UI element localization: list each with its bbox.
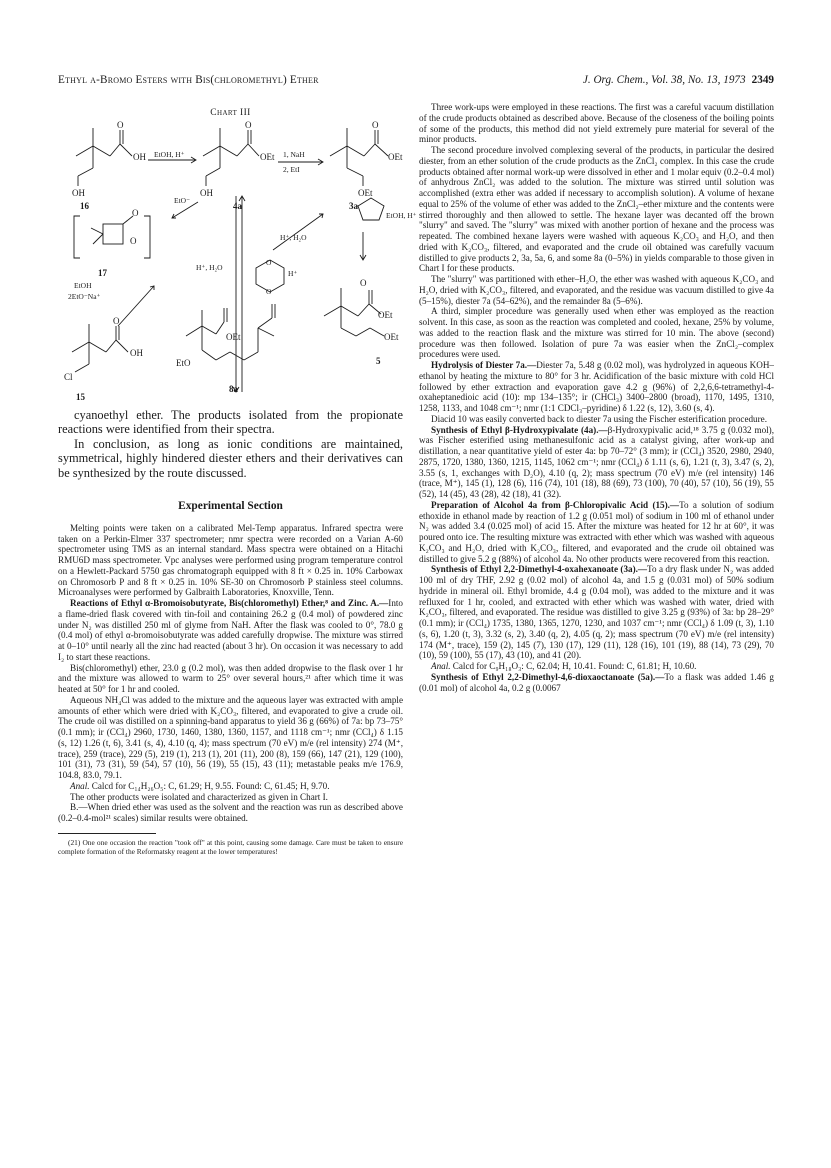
right-column: [419, 102, 774, 693]
paragraph-heading: Synthesis of Ethyl β-Hydroxypivalate (4a).—: [431, 424, 608, 435]
footnote-divider: [58, 833, 156, 834]
compound-4a-structure: [203, 128, 259, 186]
reagent-r2b: 2, EtI: [283, 165, 300, 174]
paragraph: cyanoethyl ether. The products isolated from the propionate reactions were identified from their spectra.: [58, 408, 403, 437]
label-8a: 8a: [229, 384, 238, 394]
scheme-title: Chart III: [210, 108, 251, 118]
paragraph-heading: Preparation of Alcohol 4a from β-Chloropivalic Acid (15).—: [431, 499, 680, 510]
label-16: 16: [80, 201, 89, 211]
reagent-r5: H⁺, H₂O: [280, 233, 307, 242]
label-17: 17: [98, 268, 107, 278]
label-dioxane-o2: O: [266, 287, 272, 296]
label-oet3: OEt: [358, 188, 373, 198]
paragraph: [419, 500, 774, 565]
paragraph: The "slurry" was partitioned with ether–H₂O, the ether was washed with aqueous K₂CO₃ and H₂O, dried with K₂CO₃, filtered, and evaporated, and the residue was vacuum distilled to give 4a (5–15%), diester 7a (54–62%), and the remainder 8a (5–6%).: [419, 274, 774, 306]
paragraph: The second procedure involved complexing several of the products, in particular the desired diester, from an ether solution of the crude products as the ZnCl₂ complex. In this case the crude products obtained after normal work-up were dissolved in ether and 1 molar equiv (0.2–0.4 mol) of anhydrous ZnCl₂ was added to the solution. The mixture was stirred until solution was accomplished (extra ether was added if necessary to accomplish solution). A volume of hexane equal to 25% of the volume of ether was added to the ZnCl₂–ether mixture and the contents were stirred thoroughly and then allowed to settle. The hexane layer was decanted off the brown "slurry" and saved. The "slurry" was mixed with another portion of hexane and the process was repeated. The combined hexane layers were washed with aqueous K₂CO₃ and H₂O, and then dried with K₂CO₃, filtered, and evaporated and the crude oil obtained was carefully vacuum distilled to give products 2, 3a, 5a, 6, and some 8a (0–5%) in yields comparable to those given in Chart I for these products.: [419, 145, 774, 274]
paragraph-heading: Reactions of Ethyl α-Bromoisobutyrate, Bis(chloromethyl) Ether,⁸ and Zinc. A.—: [70, 598, 389, 609]
label-oet4: OEt: [378, 310, 393, 320]
paragraph: Bis(chloromethyl) ether, 23.0 g (0.2 mol), was then added dropwise to the flask over 1 hr and the mixture was allowed to warm to 25° over several hours,²¹ after which time it was heated at 50° for 1 hr and cooled.: [58, 662, 403, 695]
conclusion-text: [58, 408, 403, 480]
anal-label: Anal.: [70, 780, 90, 791]
label-oh4: OH: [130, 348, 143, 358]
footnote-text: (21) One one occasion the reaction "took off" at this point, causing some damage. Care must be taken to ensure complete formation of the Reformatsky reagent at the lower temperatures!: [58, 837, 403, 856]
paragraph: [58, 598, 403, 663]
compound-17-bracket: [74, 216, 150, 258]
paragraph: Melting points were taken on a calibrated Mel-Temp apparatus. Infrared spectra were taken on a Perkin-Elmer 337 spectrometer; nmr spectra were recorded on a Varian A-60 spectrometer using TMS as an internal standard. Mass spectra were obtained on a Hitachi RMU6D mass spectrometer. Vpc analyses were performed using program temperature control on a Hewlett-Packard 5750 gas chromatograph equipped with 8 ft × 0.25 in. 10% Carbowax on Chromosorb P and 8 ft × 0.25 in. 10% SE-30 on Chromosorb P stainless steel columns. Microanalyses were performed by Galbraith Laboratories, Knoxville, Tenn.: [58, 522, 403, 598]
paragraph: B.—When dried ether was used as the solvent and the reaction was run as described above (0.2–0.4-mol²¹ scales) similar results were obtained.: [58, 802, 403, 824]
left-column: [58, 102, 417, 856]
paragraph-body: β-Hydroxypivalic acid,¹⁸ 3.75 g (0.032 mol), was Fischer esterified using methanesulfonic acid as a catalyst giving, after work-up and distillation, a near quantitative yield of ester 4a: bp 70–72° (3 mm); ir (CCl₄) 3520, 2980, 2940, 2875, 1720, 1380, 1360, 1215, 1145, 1062 cm⁻¹; nmr (CCl₄) δ 1.11 (s, 6), 1.21 (t, 3), 3.47 (s, 2), 3.55 (s, 1, exchanges with D₂O), 4.10 (q, 2); mass spectrum (70 eV) m/e (rel intensity) 146 (trace, M⁺), 145 (1), 128 (6), 116 (74), 101 (18), 88 (69), 73 (100), 70 (40), 57 (10), 56 (19), 55 (52), 14 (45), 43 (28), 42 (18), 41 (32).: [419, 424, 774, 499]
paragraph-heading: Synthesis of Ethyl 2,2-Dimethyl-4-oxahexanoate (3a).—: [431, 564, 648, 575]
label-oh2: OH: [72, 188, 85, 198]
journal-citation: [583, 74, 774, 86]
label-o1: O: [117, 120, 124, 130]
label-o4: O: [132, 208, 139, 218]
paragraph: [419, 425, 774, 500]
reagent-r7: H⁺: [288, 269, 298, 278]
paragraph-body: Diester 7a, 5.48 g (0.02 mol), was hydrolyzed in aqueous KOH–ethanol by heating the mixture to 80° for 3 hr. Acidification of the basic mixture with cold HCl followed by ether extraction and evaporation gave 4.2 g (96%) of 2,2,6,6-tetramethyl-4-oxaheptanedioic acid (10): mp 134–135°; ir (CHCl₃) 3400–2800 (broad), 1170, 1495, 1310, 1258, 1133, and 1048 cm⁻¹; nmr (1:1 CDCl₃–pyridine) δ 1.22 (s, 12), 3.60 (s, 4).: [419, 360, 774, 413]
paragraph: [419, 360, 774, 414]
compound-3a-structure: [330, 128, 388, 186]
label-oet6: OEt: [226, 332, 241, 342]
arrow-from-15: [118, 286, 154, 326]
paragraph: Diacid 10 was easily converted back to diester 7a using the Fischer esterification procedure.: [431, 413, 767, 424]
journal-name: J. Org. Chem., Vol. 38, No. 13, 1973: [582, 74, 746, 86]
label-15: 15: [76, 392, 85, 402]
label-oet2: OEt: [388, 152, 403, 162]
anal-values: Calcd for C₁₄H₂₆O₅: C, 61.29; H, 9.55. Found: C, 61.45; H, 9.70.: [89, 780, 330, 791]
reagent-r2a: 1, NaH: [283, 150, 305, 159]
paragraph: [419, 564, 774, 661]
reagent-r3: EtO⁻: [174, 196, 191, 205]
reagent-r8b: 2EtO⁻Na⁺: [68, 292, 101, 301]
compound-5-structure: [324, 288, 384, 336]
label-5: 5: [376, 356, 381, 366]
label-o5: O: [130, 236, 137, 246]
arrow-h-h2o: [273, 214, 323, 250]
reagent-r6: H⁺, H₂O: [196, 263, 223, 272]
label-oet5: OEt: [384, 332, 399, 342]
reaction-scheme: [58, 102, 417, 402]
paragraph: [58, 781, 403, 792]
paragraph-body: Into a flame-dried flask covered with tin-foil and containing 26.2 g (0.4 mol) of powdered zinc under N₂ was distilled 250 ml of glyme from NaH. After the flask was cooled to 0°, 78.0 g (0.4 mol) of ethyl α-bromoisobutyrate was added carefully dropwise. The mixture was stirred at 0–10° until nearly all the zinc had reacted (about 3 hr). On occasion it was necessary to add I₂ to start these reactions.: [58, 598, 403, 662]
page-number: 2349: [751, 74, 774, 86]
running-title: Ethyl α-Bromo Esters with Bis(chloromethyl) Ether: [58, 74, 319, 86]
paragraph-heading: Synthesis of Ethyl 2,2-Dimethyl-4,6-dioxaoctanoate (5a).—: [431, 671, 665, 682]
section-heading: Experimental Section: [178, 500, 283, 513]
anal-label: Anal.: [431, 661, 451, 671]
reagent-r8a: EtOH: [74, 281, 92, 290]
compound-15-structure: [72, 324, 128, 372]
label-oh1: OH: [133, 152, 146, 162]
label-dioxane-o1: O: [266, 258, 272, 267]
label-o6: O: [360, 278, 367, 288]
label-o3: O: [372, 120, 379, 130]
paragraph: In conclusion, as long as ionic conditions are maintained, symmetrical, highly hindered diester ethers and their derivatives can be synthesized by the route discussed.: [58, 436, 403, 480]
label-o7: O: [113, 316, 120, 326]
paragraph: The other products were isolated and characterized as given in Chart I.: [70, 791, 328, 802]
scheme-drawing: [58, 102, 417, 402]
label-cl: Cl: [64, 372, 73, 382]
compound-16-structure: [76, 128, 132, 186]
label-4a: 4a: [233, 201, 242, 211]
paragraph: [419, 672, 774, 694]
paragraph-body: To a solution of sodium ethoxide in ethanol made by reaction of 1.2 g (0.051 mol) of sodium in 100 ml of ethanol under N₂ was added 3.4 (0.025 mol) of acid 15. After the mixture was heated for 12 hr at 60°, it was poured onto ice. The resulting mixture was extracted with ether which was washed with aqueous K₂CO₃ and H₂O, dried with K₂CO₃, filtered, and evaporated and the crude oil obtained was distilled to give 5.2 g (88%) of alcohol 4a. No other products were recovered from this reaction.: [419, 499, 774, 564]
reagent-r1: EtOH, H⁺: [154, 150, 185, 159]
label-3a: 3a: [349, 201, 358, 211]
paragraph: [419, 661, 774, 672]
paragraph: Aqueous NH₄Cl was added to the mixture and the aqueous layer was extracted with ample amounts of ether which were dried with K₂CO₃, filtered, and evaporated to give a crude oil. The crude oil was distilled on a spinning-band apparatus to yield 36 g (66%) of 7a: bp 73–75° (0.1 mm); ir (CCl₄) 2960, 1730, 1460, 1380, 1360, 1157, and 1118 cm⁻¹; nmr (CCl₄) δ 1.15 (s, 12) 1.26 (t, 6), 3.41 (s, 4), 4.10 (q, 4); mass spectrum (70 eV) m/e (rel intensity) 274 (M⁺, trace), 259 (trace), 229 (5), 219 (1), 213 (1), 201 (11), 200 (8), 159 (66), 147 (21), 129 (100), 101 (31), 73 (31), 59 (54), 57 (10), 56 (19), 55 (15), 43 (11); metastable peaks m/e 176.9, 104.8, 83.0, 79.1.: [58, 694, 403, 781]
label-o2: O: [245, 120, 252, 130]
dioxolane-ring: [358, 198, 384, 220]
paragraph: Three work-ups were employed in these reactions. The first was a careful vacuum distillation of the crude products obtained as described above. Because of the closeness of the boiling points of some of the products, this method did not yield extremely pure material for several of the minor products.: [419, 102, 774, 145]
label-eto: EtO: [176, 358, 191, 368]
label-oet1: OEt: [260, 152, 275, 162]
paragraph-body: To a flask was added 1.46 g (0.01 mol) of alcohol 4a, 0.2 g (0.0067: [419, 671, 774, 693]
paragraph-heading: Hydrolysis of Diester 7a.—: [431, 360, 537, 370]
running-header: [58, 74, 774, 90]
label-oh3: OH: [200, 188, 213, 198]
anal-values: Calcd for C₉H₁₈O₃: C, 62.04; H, 10.41. Found: C, 61.81; H, 10.60.: [450, 661, 697, 671]
footnote: [58, 838, 403, 856]
paragraph-body: To a dry flask under N₂ was added 100 ml of dry THF, 2.92 g (0.02 mol) of alcohol 4a, and 1.5 g (0.031 mol) of 50% sodium hydride in mineral oil. Ethyl bromide, 4.4 g (0.04 mol), was added to the mixture and it was refluxed for 1 hr, cooled, and extracted with ether which was washed with water, dried with K₂CO₃, filtered, and evaporated. The residue was distilled to give 3.25 g (93%) of 3a: bp 28–29° (0.1 mm); ir (CCl₄) 1735, 1380, 1365, 1270, 1230, and 1037 cm⁻¹; nmr (CCl₄) δ 1.09 (t, 3), 1.10 (s, 6), 1.20 (t, 3), 3.32 (s, 2), 3.40 (q, 2), 4.05 (q, 2); mass spectrum (70 eV) m/e (rel intensity) 174 (M⁺, trace), 159 (2), 145 (7), 130 (17), 129 (11), 128 (16), 101 (19), 88 (14), 73 (29), 70 (10), 59 (100), 55 (17), 43 (10), and 41 (20).: [419, 564, 774, 661]
paragraph: A third, simpler procedure was generally used when ether was employed as the reaction solvent. In this case, as soon as the reaction was completed and cooled, hexane, 25% by volume, was added to the reaction flask and the mixture was stirred for 10 min. The above (second) procedure was then followed. Isolation of pure 7a was easier when the ZnCl₂–complex procedures were used.: [419, 306, 774, 360]
reagent-r4: EtOH, H⁺: [386, 211, 417, 220]
